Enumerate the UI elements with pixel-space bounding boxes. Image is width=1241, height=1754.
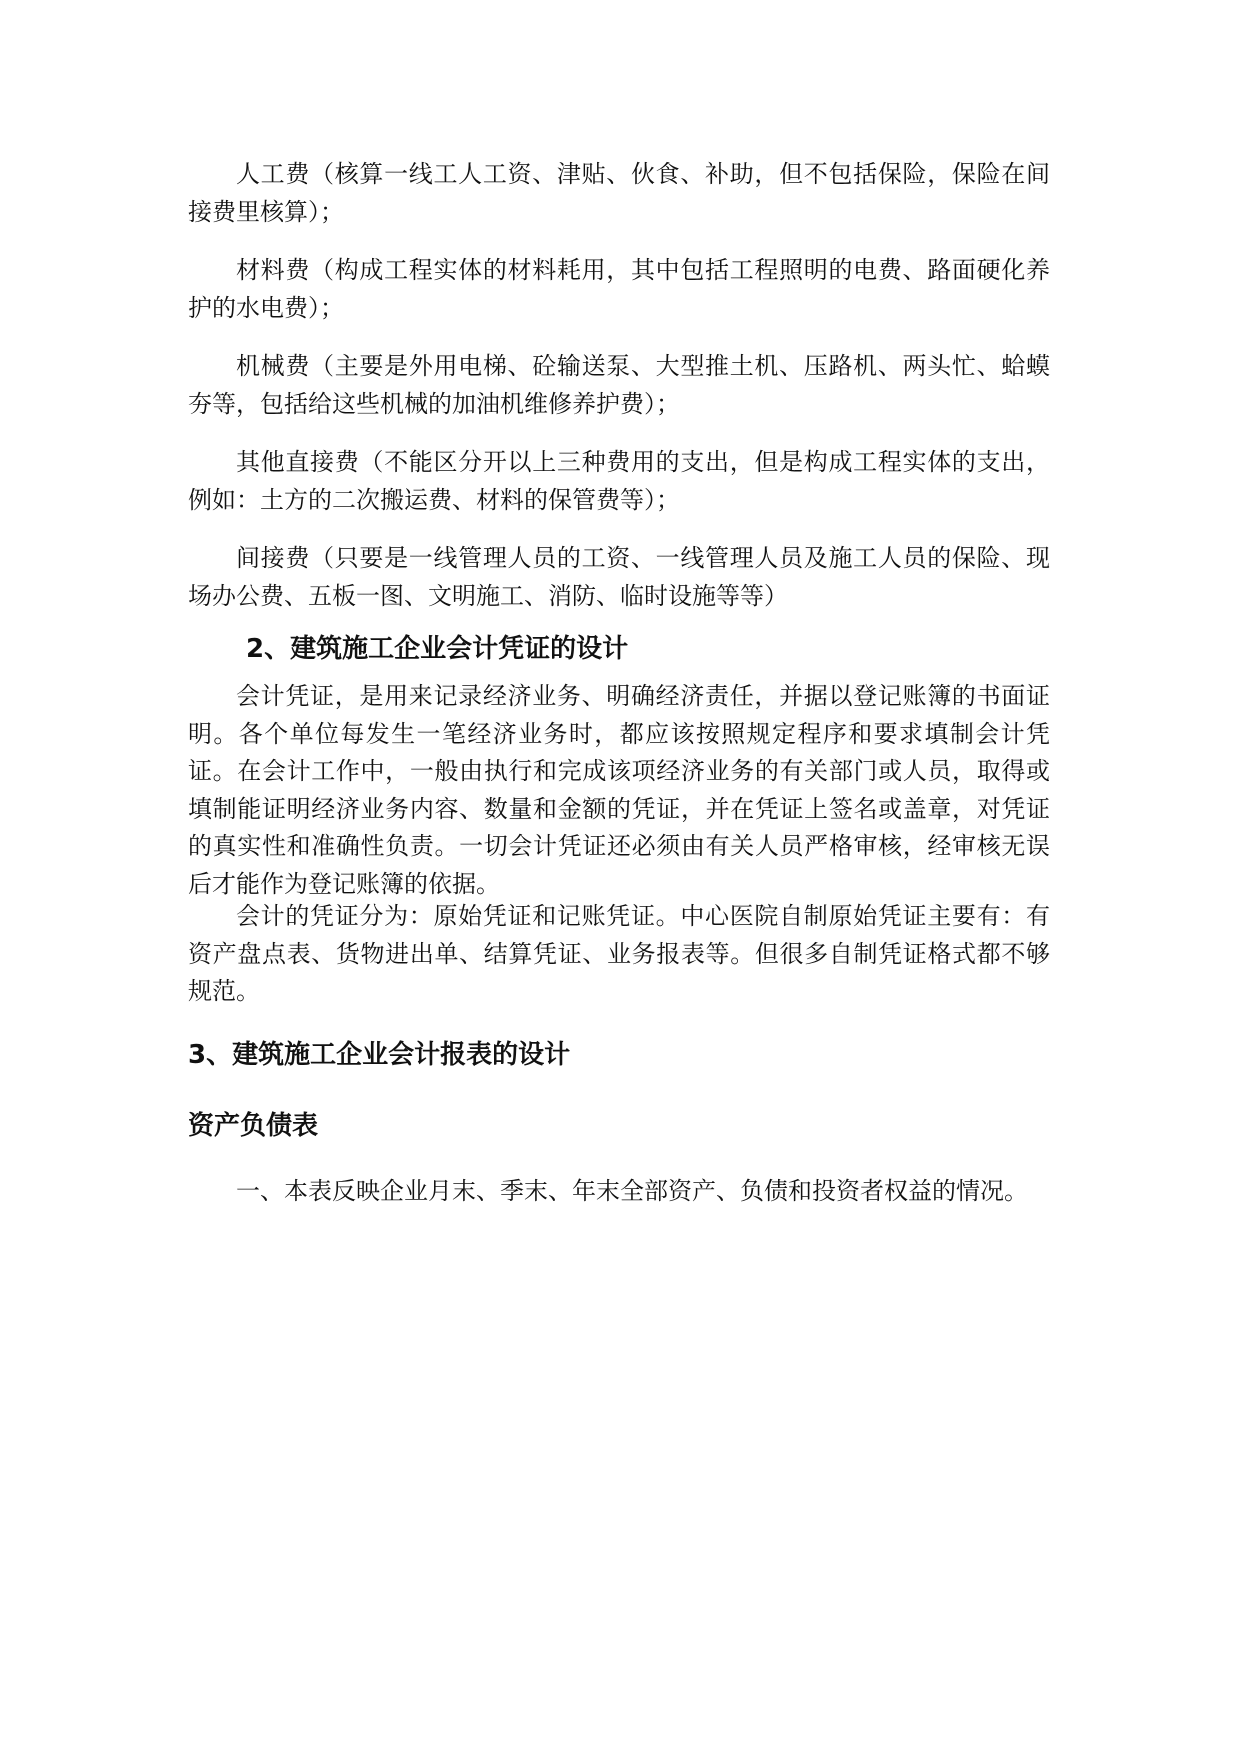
cost-item-machinery: 机械费（主要是外用电梯、砼输送泵、大型推土机、压路机、两头忙、蛤蟆夯等，包括给这些机械的加油机维修养护费）； <box>188 352 1050 418</box>
section-2-paragraph-1: 会计凭证，是用来记录经济业务、明确经济责任，并据以登记账簿的书面证明。各个单位每发生一笔经济业务时，都应该按照规定程序和要求填制会计凭证。在会计工作中，一般由执行和完成该项经济业务的有关部门或人员，取得或填制能证明经济业务内容、数量和金额的凭证，并在凭证上签名或盖章，对凭证的真实性和准确性负责。一切会计凭证还必须由有关人员严格审核，经审核无误后才能作为登记账簿的依据。 <box>188 682 1050 898</box>
section-3-heading: 3、建筑施工企业会计报表的设计 <box>188 1040 571 1070</box>
section-2-paragraph-2: 会计的凭证分为：原始凭证和记账凭证。中心医院自制原始凭证主要有：有资产盘点表、货物进出单、结算凭证、业务报表等。但很多自制凭证格式都不够规范。 <box>188 902 1050 1005</box>
cost-item-materials: 材料费（构成工程实体的材料耗用，其中包括工程照明的电费、路面硬化养护的水电费）； <box>188 256 1050 322</box>
cost-item-other-direct: 其他直接费（不能区分开以上三种费用的支出，但是构成工程实体的支出，例如：土方的二次搬运费、材料的保管费等）； <box>188 448 1050 514</box>
cost-item-labor: 人工费（核算一线工人工资、津贴、伙食、补助，但不包括保险，保险在间接费里核算）； <box>188 160 1050 226</box>
section-3-paragraph: 一、本表反映企业月末、季末、年末全部资产、负债和投资者权益的情况。 <box>236 1177 1028 1205</box>
balance-sheet-heading: 资产负债表 <box>188 1111 319 1141</box>
cost-item-indirect: 间接费（只要是一线管理人员的工资、一线管理人员及施工人员的保险、现场办公费、五板一图、文明施工、消防、临时设施等等） <box>188 544 1050 610</box>
section-2-heading: 2、建筑施工企业会计凭证的设计 <box>246 634 629 664</box>
